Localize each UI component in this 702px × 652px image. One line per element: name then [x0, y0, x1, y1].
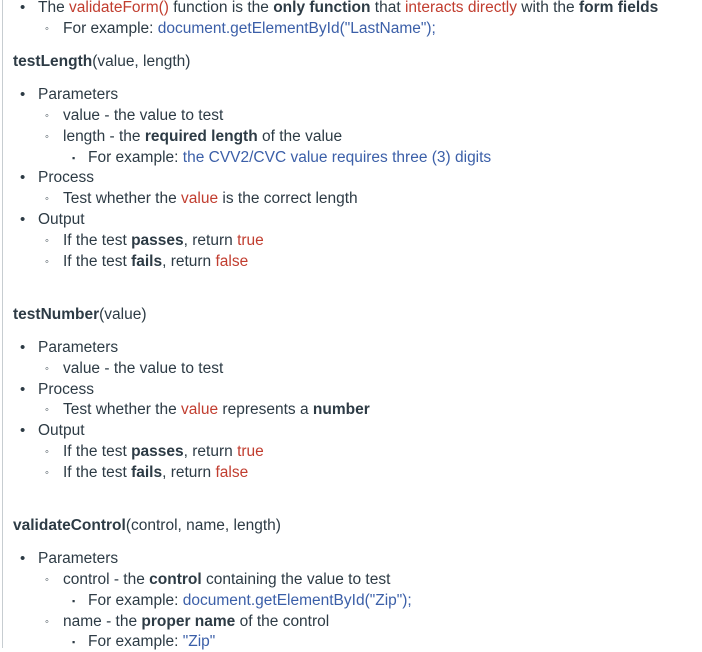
text: If the test	[63, 443, 132, 460]
emphasis: control	[149, 571, 202, 588]
text: length - the	[63, 128, 145, 145]
text: If the test	[63, 232, 132, 249]
text: For example:	[88, 592, 183, 609]
bullet-dot: •	[20, 86, 26, 103]
bullet-dot: •	[20, 422, 26, 439]
output-fail-line	[63, 463, 248, 483]
bullet-circle: ◦	[45, 23, 49, 35]
bullet-circle: ◦	[45, 193, 49, 205]
parameters-label: Parameters	[38, 550, 119, 567]
output-label: Output	[38, 211, 85, 228]
text: with the	[516, 0, 579, 16]
emphasis: passes	[131, 443, 184, 460]
left-border	[2, 0, 3, 648]
highlight: value	[181, 401, 219, 418]
intro-line-validate-form	[38, 0, 658, 18]
param-control-line	[63, 570, 390, 590]
bullet-circle: ◦	[45, 574, 49, 586]
parameters-label: Parameters	[38, 86, 119, 103]
return-value: false	[215, 464, 249, 481]
highlight: value	[181, 190, 219, 207]
bullet-circle: ◦	[45, 467, 49, 479]
text: of the control	[235, 613, 330, 630]
return-value: true	[237, 232, 264, 249]
name-example-line	[88, 632, 215, 652]
param-value-line: value - the value to test	[63, 360, 224, 377]
example-value: the CVV2/CVC value requires three (3) digits	[182, 149, 492, 166]
emphasis: fails	[131, 253, 163, 270]
text: For example:	[63, 20, 158, 37]
bullet-circle: ◦	[45, 256, 49, 268]
text: For example:	[88, 149, 183, 166]
code-example: document.getElementById("LastName");	[157, 20, 436, 37]
param-length-line	[63, 127, 342, 147]
emphasis: required length	[144, 128, 258, 145]
intro-example-line	[63, 19, 436, 39]
text: function is the	[168, 0, 274, 16]
text: If the test	[63, 464, 132, 481]
bullet-dot: •	[20, 550, 26, 567]
output-fail-line	[63, 252, 248, 272]
function-title: testNumber	[13, 306, 100, 323]
function-params: (value, length)	[92, 53, 191, 70]
text: of the value	[257, 128, 343, 145]
emphasis: proper name	[141, 613, 236, 630]
function-params: (value)	[99, 306, 147, 323]
bullet-circle: ◦	[45, 131, 49, 143]
emphasis: fails	[131, 464, 163, 481]
parameters-label: Parameters	[38, 339, 119, 356]
text: , return	[183, 443, 238, 460]
process-label: Process	[38, 381, 94, 398]
length-example-line	[88, 148, 491, 168]
text: , return	[162, 253, 216, 270]
text: , return	[183, 232, 238, 249]
return-value: false	[215, 253, 249, 270]
function-name: validateForm()	[69, 0, 169, 16]
bullet-dot: •	[20, 211, 26, 228]
output-pass-line	[63, 231, 264, 251]
return-value: true	[237, 443, 264, 460]
text: Test whether the	[63, 190, 182, 207]
validatecontrol-heading	[13, 516, 281, 536]
function-params: (control, name, length)	[125, 517, 281, 534]
emphasis: passes	[131, 232, 184, 249]
testnumber-heading	[13, 305, 147, 325]
param-value-line: value - the value to test	[63, 107, 224, 124]
bullet-dot: •	[20, 381, 26, 398]
param-name-line	[63, 612, 329, 632]
text: control - the	[63, 571, 150, 588]
code-example: document.getElementById("Zip");	[182, 592, 412, 609]
control-example-line	[88, 591, 412, 611]
text: represents a	[218, 401, 313, 418]
text: , return	[162, 464, 216, 481]
emphasis: only function	[273, 0, 371, 16]
bullet-circle: ◦	[45, 110, 49, 122]
bullet-circle: ◦	[45, 404, 49, 416]
text: Test whether the	[63, 401, 182, 418]
bullet-square: ▪	[72, 596, 76, 606]
bullet-circle: ◦	[45, 363, 49, 375]
bullet-dot: •	[20, 0, 26, 16]
emphasis: number	[312, 401, 370, 418]
emphasis: form fields	[578, 0, 659, 16]
text: If the test	[63, 253, 132, 270]
text: containing the value to test	[201, 571, 391, 588]
output-pass-line	[63, 442, 264, 462]
process-label: Process	[38, 169, 94, 186]
text: is the correct length	[218, 190, 358, 207]
text: that	[370, 0, 405, 16]
bullet-square: ▪	[72, 637, 76, 647]
output-label: Output	[38, 422, 85, 439]
text: name - the	[63, 613, 142, 630]
process-line	[63, 189, 358, 209]
bullet-circle: ◦	[45, 446, 49, 458]
process-line	[63, 400, 370, 420]
bullet-dot: •	[20, 169, 26, 186]
bullet-square: ▪	[72, 153, 76, 163]
bullet-dot: •	[20, 339, 26, 356]
highlight: interacts directly	[404, 0, 517, 16]
function-title: validateControl	[13, 517, 126, 534]
text: The	[38, 0, 70, 16]
example-value: "Zip"	[182, 633, 216, 650]
testlength-heading	[13, 52, 190, 72]
bullet-circle: ◦	[45, 235, 49, 247]
function-title: testLength	[13, 53, 93, 70]
bullet-circle: ◦	[45, 616, 49, 628]
text: For example:	[88, 633, 183, 650]
